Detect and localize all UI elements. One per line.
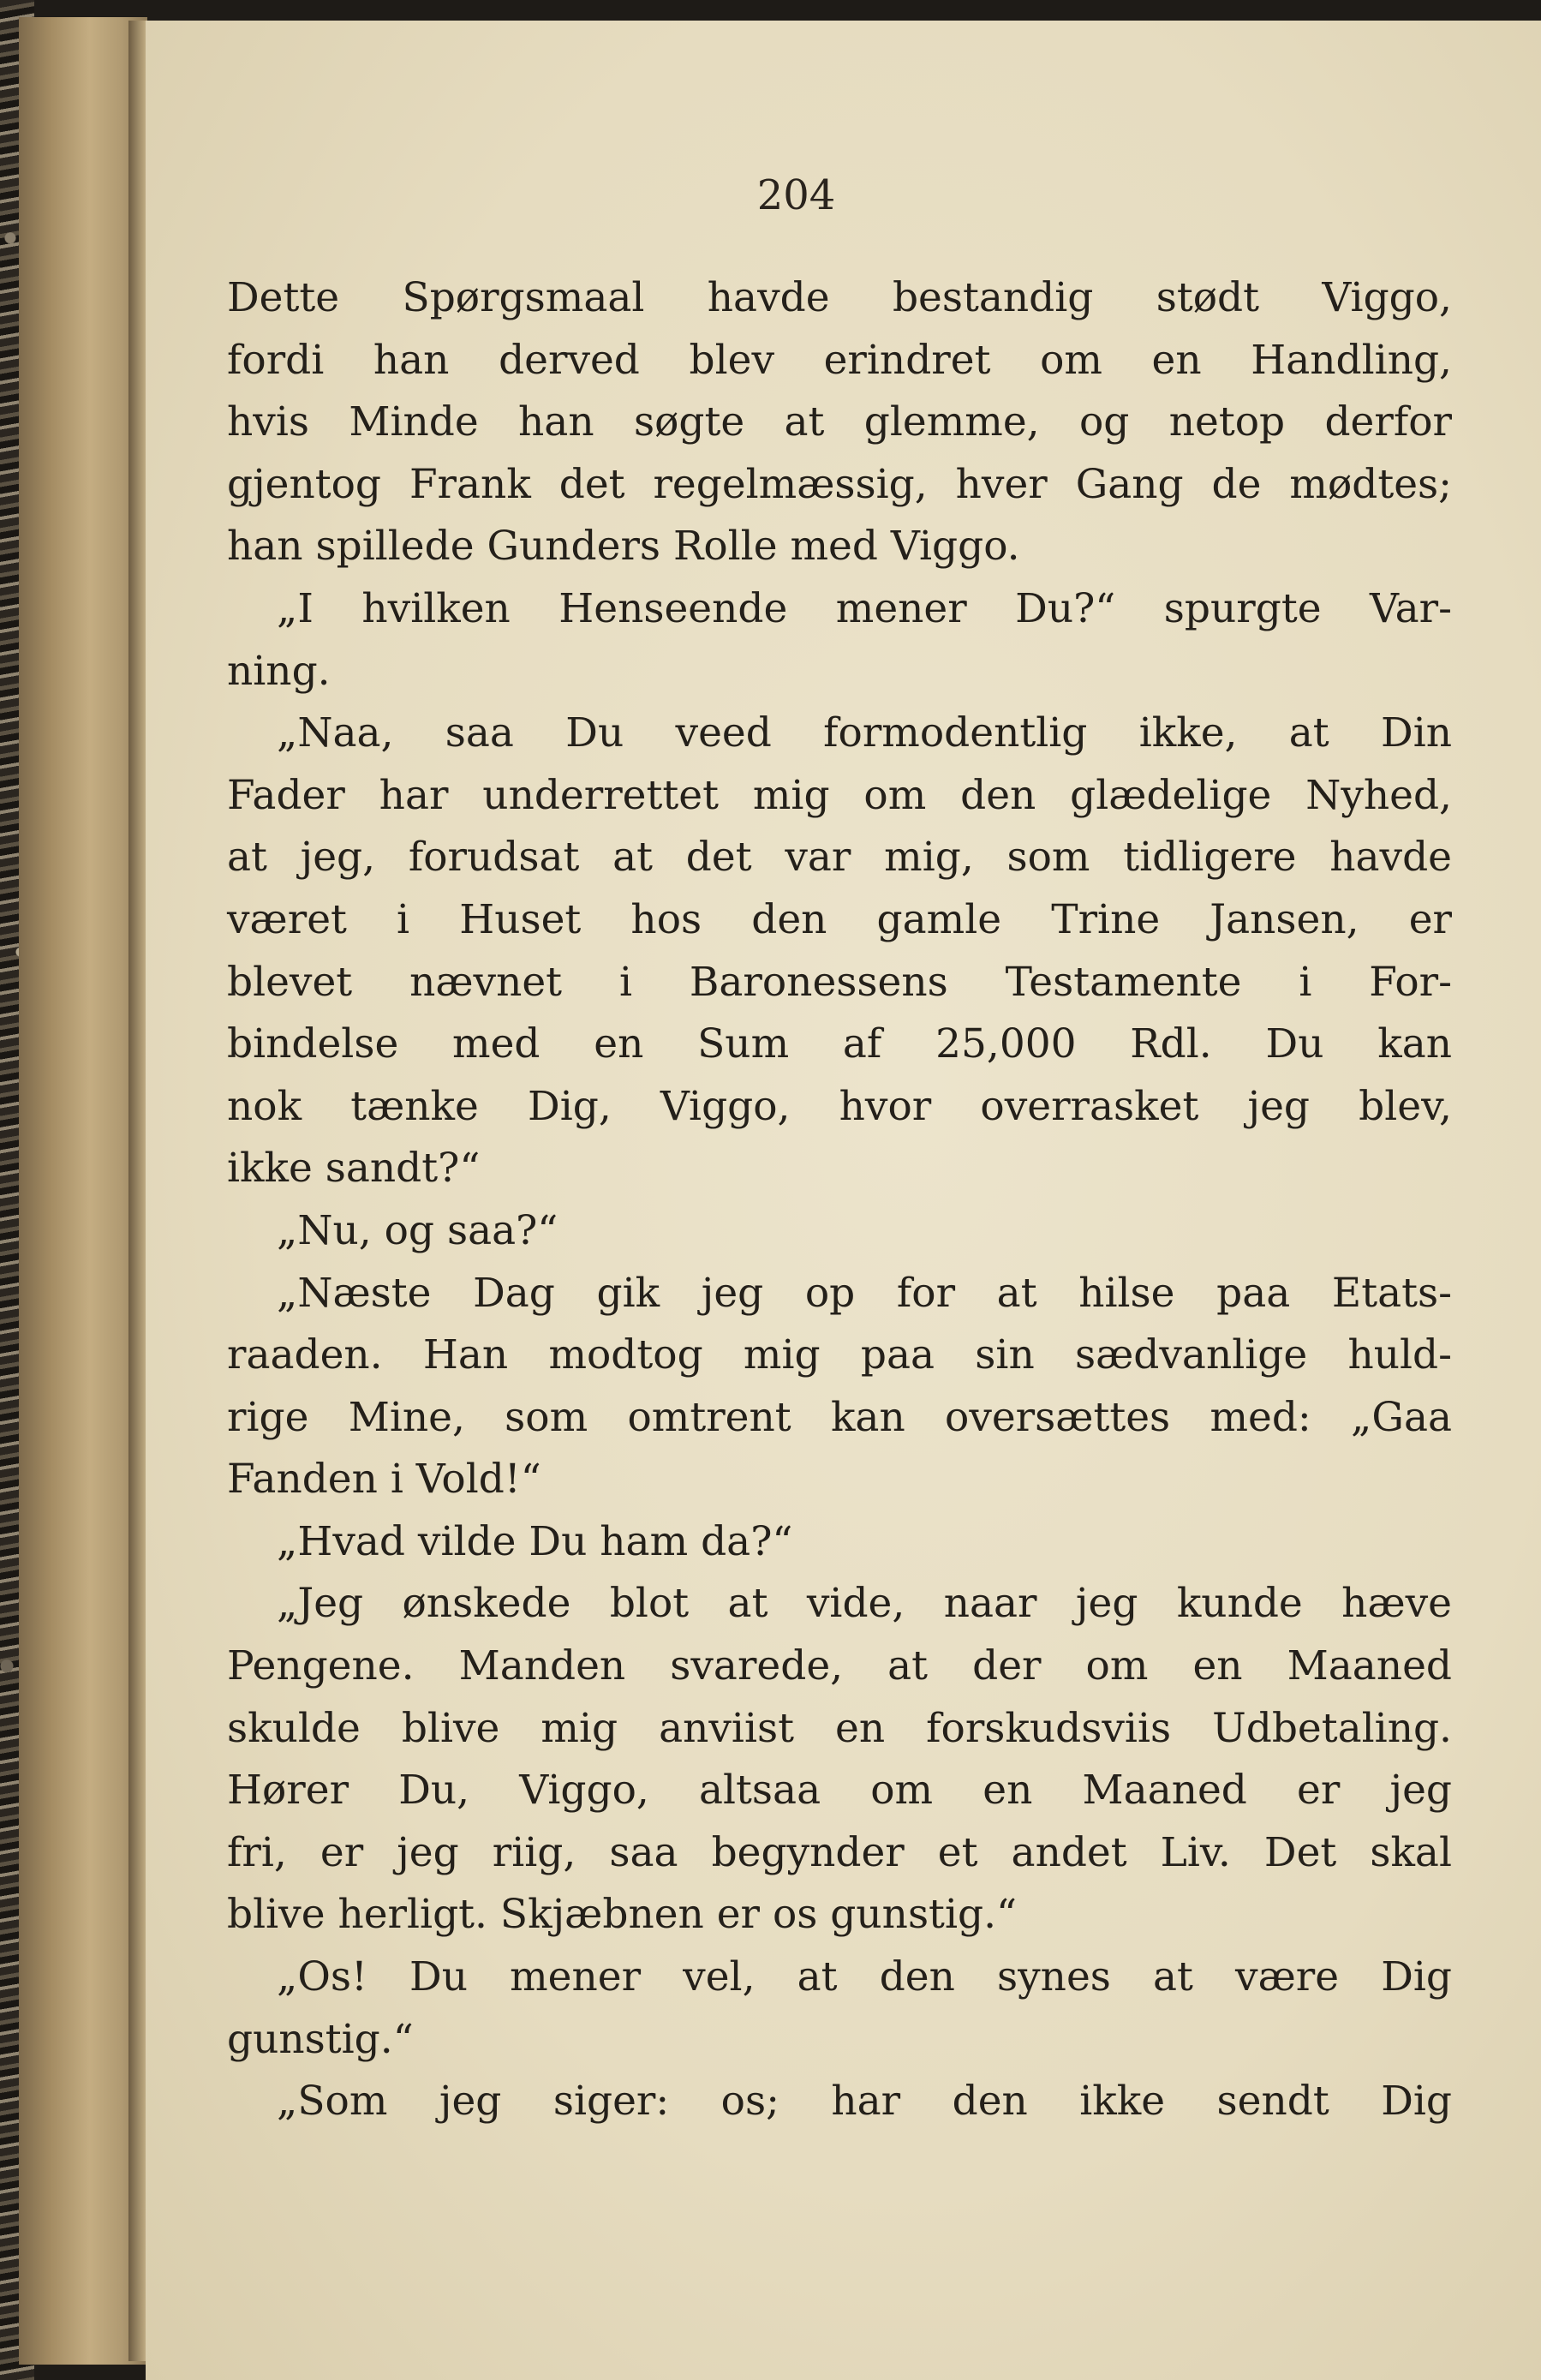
text-line: gunstig.“ [227,2015,414,2063]
text-line: bindelse med en Sum af 25,000 Rdl. Du kan [227,1020,1452,1068]
text-line: raaden. Han modtog mig paa sin sædvanlige huld- [227,1331,1452,1379]
text-line: hvis Minde han søgte at glemme, og netop derfor [227,398,1452,446]
page-number: 204 [756,171,836,219]
text-line: „Naa, saa Du veed formodentlig ikke, at Din [277,709,1452,757]
text-line: Dette Spørgsmaal havde bestandig stødt Viggo, [227,274,1452,321]
text-line: blive herligt. Skjæbnen er os gunstig.“ [227,1891,1018,1939]
text-line: „Næste Dag gik jeg op for at hilse paa Etats- [277,1269,1452,1317]
text-line: „Os! Du mener vel, at den synes at være Dig [277,1953,1452,2001]
text-line: at jeg, forudsat at det var mig, som tidligere havde [227,834,1452,882]
text-line: rige Mine, som omtrent kan oversættes med: „Gaa [227,1393,1452,1441]
text-line: været i Huset hos den gamle Trine Jansen, er [227,895,1452,943]
text-line: fordi han derved blev erindret om en Handling, [227,336,1452,384]
text-line: nok tænke Dig, Viggo, hvor overrasket jeg blev, [227,1082,1452,1130]
text-line: blevet nævnet i Baronessens Testamente i For- [227,958,1452,1006]
text-line: han spillede Gunders Rolle med Viggo. [227,523,1020,571]
text-line: „Nu, og saa?“ [277,1206,558,1254]
body-text [227,267,1452,2133]
text-line: Fader har underrettet mig om den glædelige Nyhed, [227,771,1452,819]
text-line: „Hvad vilde Du ham da?“ [277,1517,793,1565]
text-line: Pengene. Manden svarede, at der om en Maaned [227,1642,1452,1690]
text-line: „I hvilken Henseende mener Du?“ spurgte Var- [277,584,1452,632]
text-line: „Som jeg siger: os; har den ikke sendt Dig [277,2078,1452,2126]
text-line: ning. [227,647,331,695]
text-line: Hører Du, Viggo, altsaa om en Maaned er jeg [227,1767,1452,1815]
text-line: fri, er jeg riig, saa begynder et andet Liv. Det skal [227,1828,1452,1876]
text-line: Fanden i Vold!“ [227,1456,541,1504]
text-line: skulde blive mig anviist en forskudsviis Udbetaling. [227,1704,1452,1752]
text-line: ikke sandt?“ [227,1145,481,1193]
text-line: „Jeg ønskede blot at vide, naar jeg kunde hæve [277,1580,1452,1628]
text-line: gjentog Frank det regelmæssig, hver Gang de mødtes; [227,460,1452,508]
